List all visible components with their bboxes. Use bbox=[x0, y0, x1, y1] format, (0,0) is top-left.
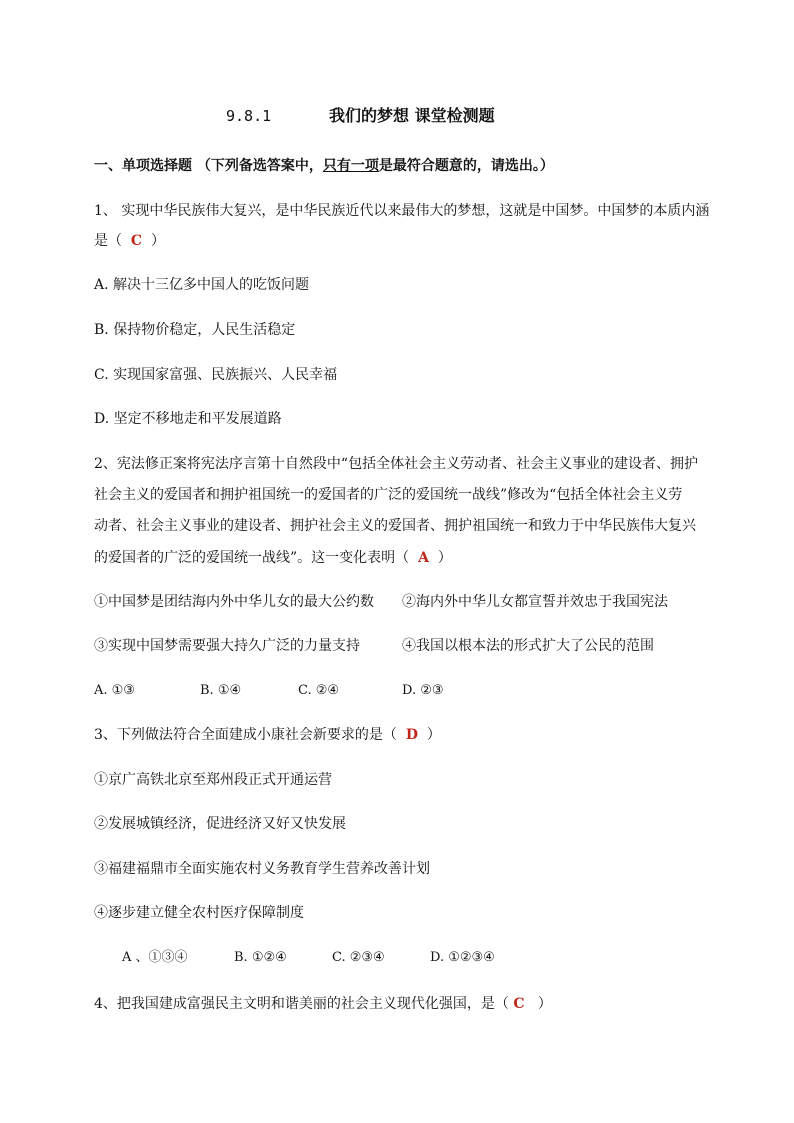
title-number: 9.8.1 bbox=[226, 107, 272, 125]
q2-choice-d: D. ②③ bbox=[402, 683, 444, 698]
q2-choice-a: A. ①③ bbox=[94, 683, 135, 698]
q3-stem bbox=[94, 725, 441, 745]
q1-stem-suffix: ） bbox=[150, 233, 165, 249]
q3-stem-prefix: 3、下列做法符合全面建成小康社会新要求的是（ bbox=[94, 727, 397, 743]
q3-answer: D bbox=[405, 727, 418, 743]
q2-stem-line3: 动者、社会主义事业的建设者、拥护社会主义的爱国者、拥护祖国统一和致力于中华民族伟大复兴 bbox=[94, 518, 696, 534]
q1-option-b: B. 保持物价稳定，人民生活稳定 bbox=[94, 322, 296, 338]
q4-stem bbox=[94, 994, 552, 1014]
q2-choice-c: C. ②④ bbox=[298, 683, 340, 698]
title-text: 我们的梦想 课堂检测题 bbox=[329, 106, 495, 125]
q2-choice-b: B. ①④ bbox=[200, 683, 242, 698]
q2-statement-3: ③实现中国梦需要强大持久广泛的力量支持 bbox=[94, 638, 360, 654]
q3-statement-4: ④逐步建立健全农村医疗保障制度 bbox=[94, 905, 304, 921]
q2-stem-prefix: 的爱国者的广泛的爱国统一战线”。这一变化表明（ bbox=[94, 550, 410, 566]
q4-answer: C bbox=[513, 996, 525, 1012]
q2-statement-2: ②海内外中华儿女都宣誓并效忠于我国宪法 bbox=[402, 594, 668, 610]
q4-stem-suffix: ） bbox=[537, 996, 552, 1012]
q2-stem-line2: 社会主义的爱国者和拥护祖国统一的爱国者的广泛的爱国统一战线”修改为“包括全体社会主义劳 bbox=[94, 487, 683, 503]
q2-statement-4: ④我国以根本法的形式扩大了公民的范围 bbox=[402, 638, 654, 654]
q3-stem-suffix: ） bbox=[426, 727, 441, 743]
q3-choice-d: D. ①②③④ bbox=[430, 950, 495, 965]
q4-stem-prefix: 4、把我国建成富强民主文明和谐美丽的社会主义现代化强国，是（ bbox=[94, 996, 509, 1012]
section-prefix: 一、单项选择题 （下列备选答案中， bbox=[94, 158, 323, 174]
section-underlined: 只有一项 bbox=[322, 158, 379, 174]
q1-stem-line2 bbox=[94, 231, 165, 251]
q3-statement-3: ③福建福鼎市全面实施农村义务教育学生营养改善计划 bbox=[94, 861, 430, 877]
q2-statement-1: ①中国梦是团结海内外中华儿女的最大公约数 bbox=[94, 594, 374, 610]
q2-stem-line1: 2、宪法修正案将宪法序言第十自然段中“包括全体社会主义劳动者、社会主义事业的建设者、拥护 bbox=[94, 456, 699, 472]
q2-answer: A bbox=[418, 550, 429, 566]
q3-statement-1: ①京广高铁北京至郑州段正式开通运营 bbox=[94, 772, 332, 788]
q1-stem-prefix: 是（ bbox=[94, 233, 122, 249]
q1-option-c: C. 实现国家富强、民族振兴、人民幸福 bbox=[94, 367, 338, 383]
q1-answer: C bbox=[130, 233, 143, 249]
q1-option-d: D. 坚定不移地走和平发展道路 bbox=[94, 411, 282, 427]
q3-choice-b: B. ①②④ bbox=[234, 950, 287, 965]
q1-option-a: A. 解决十三亿多中国人的吃饭问题 bbox=[94, 277, 310, 293]
q3-choice-a: A 、①③④ bbox=[122, 950, 188, 965]
q2-stem-suffix: ） bbox=[437, 550, 452, 566]
section-heading bbox=[94, 156, 554, 176]
q1-stem-line1: 1、 实现中华民族伟大复兴，是中华民族近代以来最伟大的梦想，这就是中国梦。中国梦的本质内涵 bbox=[94, 203, 710, 219]
section-suffix: 是最符合题意的，请选出。） bbox=[378, 158, 554, 174]
q3-statement-2: ②发展城镇经济，促进经济又好又快发展 bbox=[94, 816, 346, 832]
q3-choice-c: C. ②③④ bbox=[332, 950, 385, 965]
q2-stem-line4 bbox=[94, 548, 452, 568]
